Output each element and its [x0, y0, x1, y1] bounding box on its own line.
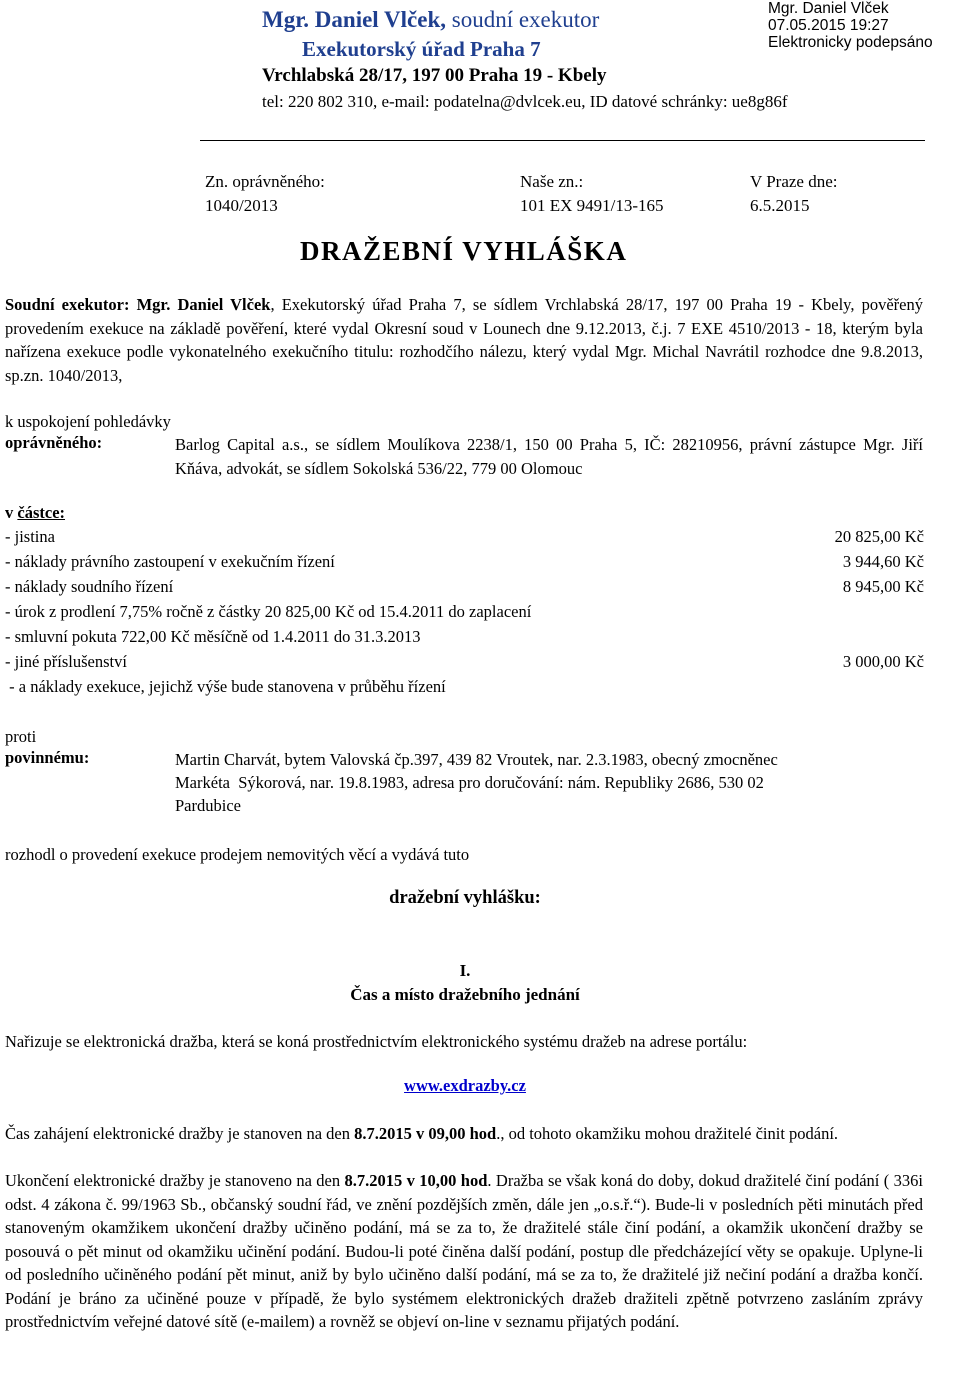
debtor-line-2: Markéta Sýkorová, nar. 19.8.1983, adresa pro doručování: nám. Republiky 2686, 530 02 [175, 773, 764, 792]
amount-label-prefix: v [5, 503, 18, 522]
header-contact: tel: 220 802 310, e-mail: podatelna@dvlcek.eu, ID datové schránky: ue8g86f [262, 92, 788, 111]
subtitle: dražební vyhlášku: [389, 888, 541, 908]
creditor-text: Barlog Capital a.s., se sídlem Moulíkova 2238/1, 150 00 Praha 5, IČ: 28210956, právní zástupce Mgr. Jiří Kňáva, advokát, se sídlem Sokolská 536/22, 779 00 Olomouc [175, 435, 923, 478]
amount-label [5, 503, 65, 523]
start-suffix: ., od tohoto okamžiku mohou dražitelé činit podání. [496, 1124, 839, 1143]
amount-item: - jiné příslušenství [5, 652, 127, 671]
amount-value: 3 000,00 Kč [842, 652, 924, 671]
intro-label: Soudní exekutor: Mgr. Daniel Vlček [5, 295, 271, 314]
claimant-ref-label: Zn. oprávněného: [205, 172, 325, 191]
amount-item: - úrok z prodlení 7,75% ročně z částky 20 825,00 Kč od 15.4.2011 do zaplacení [5, 602, 532, 621]
document-title: DRAŽEBNÍ VYHLÁŠKA [300, 236, 628, 266]
amount-item: - smluvní pokuta 722,00 Kč měsíčně od 1.4.2011 do 31.3.2013 [5, 627, 421, 646]
header-name-prefix: Mgr. Daniel Vlček, [262, 7, 446, 32]
satisfaction-line: k uspokojení pohledávky [5, 412, 171, 431]
amount-label-underlined: částce: [17, 503, 66, 522]
start-paragraph [5, 1122, 923, 1146]
amount-item: - jistina [5, 527, 55, 546]
amount-value: 8 945,00 Kč [842, 577, 924, 596]
date-ref-label: V Praze dne: [750, 172, 838, 191]
header-divider [200, 140, 925, 141]
amount-item: - náklady právního zastoupení v exekučním řízení [5, 552, 335, 571]
our-ref-value: 101 EX 9491/13-165 [520, 196, 664, 215]
header-name [262, 7, 599, 33]
end-datetime: 8.7.2015 v 10,00 hod [344, 1171, 488, 1190]
signature-datetime: 07.05.2015 19:27 [768, 17, 889, 34]
against-word: proti [5, 727, 37, 746]
header-name-suffix: soudní exekutor [451, 7, 600, 32]
header-office: Exekutorský úřad Praha 7 [302, 37, 541, 61]
debtor-label: povinnému: [5, 748, 90, 767]
signature-name: Mgr. Daniel Vlček [768, 0, 889, 17]
end-paragraph [5, 1169, 923, 1334]
auction-intro: Nařizuje se elektronická dražba, která se koná prostřednictvím elektronického systému dražeb na adrese portálu: [5, 1032, 748, 1051]
debtor-line-1: Martin Charvát, bytem Valovská čp.397, 439 82 Vroutek, nar. 2.3.1983, obecný zmocněnec [175, 750, 778, 769]
our-reference [520, 170, 664, 218]
our-ref-label: Naše zn.: [520, 172, 584, 191]
date-ref-value: 6.5.2015 [750, 196, 810, 215]
intro-paragraph [5, 293, 923, 387]
amount-value: 3 944,60 Kč [842, 552, 924, 571]
decision-line: rozhodl o provedení exekuce prodejem nemovitých věcí a vydává tuto [5, 845, 470, 864]
claimant-reference [205, 170, 325, 218]
portal-link[interactable]: www.exdrazby.cz [404, 1076, 526, 1095]
amount-value: 20 825,00 Kč [834, 527, 924, 546]
start-prefix: Čas zahájení elektronické dražby je stanoven na den [5, 1124, 355, 1143]
end-suffix: . Dražba se však koná do doby, dokud dražitelé činí podání ( 336i odst. 4 zákona č. 99/1963 Sb., občanský soudní řád, ve znění pozdějších změn, dále jen „o.s.ř.“). Bude-li v posledních pěti minutách před stanoveným okamžikem ukončení dražby učiněno podání, má se za to, že dražitelé stále činí podání, a okamžik ukončení dražby se posouvá o pět minut od okamžiku učinění podání. Budou-li poté činěna další podání, postup dle předcházející věty se opakuje. Uplyne-li od posledního učiněného podání pět minut, aniž by bylo učiněno další podání, má se za to, že dražitelé již nečiní podání a dražba končí. Podání je bráno za učiněné pouze v případě, že bylo systémem elektronických dražeb dražiteli zpětně potvrzeno zasláním zprávy prostřednictvím veřejné datové sítě (e-mailem) a rovněž se objeví on-line v seznamu přijatých podání. [5, 1171, 923, 1331]
creditor-label: oprávněného: [5, 433, 103, 452]
signature-status: Elektronicky podepsáno [768, 34, 933, 51]
section-title: Čas a místo dražebního jednání [350, 985, 580, 1004]
intro-text: , Exekutorský úřad Praha 7, se sídlem Vrchlabská 28/17, 197 00 Praha 19 - Kbely, pověřený provedením exekuce na základě pověření, které vydal Okresní soud v Lounech dne 9.12.2013, č.j. 7 EXE 4510/2013 - 18, kterým byla nařízena exekuce podle vykonatelného exekučního titulu: rozhodčího nálezu, který vydal Mgr. Michal Navrátil rozhodce dne 9.8.2013, sp.zn. 1040/2013, [5, 295, 923, 385]
claimant-ref-value: 1040/2013 [205, 196, 278, 215]
end-prefix: Ukončení elektronické dražby je stanoveno na den [5, 1171, 345, 1190]
amount-item: - náklady soudního řízení [5, 577, 174, 596]
header-address: Vrchlabská 28/17, 197 00 Praha 19 - Kbely [262, 65, 607, 86]
date-reference [750, 170, 838, 218]
amount-item: - a náklady exekuce, jejichž výše bude stanovena v průběhu řízení [5, 677, 446, 696]
portal-line [0, 1076, 930, 1096]
debtor-line-3: Pardubice [175, 796, 241, 815]
start-datetime: 8.7.2015 v 09,00 hod [354, 1124, 497, 1143]
electronic-signature [768, 0, 933, 51]
section-number: I. [459, 961, 471, 980]
